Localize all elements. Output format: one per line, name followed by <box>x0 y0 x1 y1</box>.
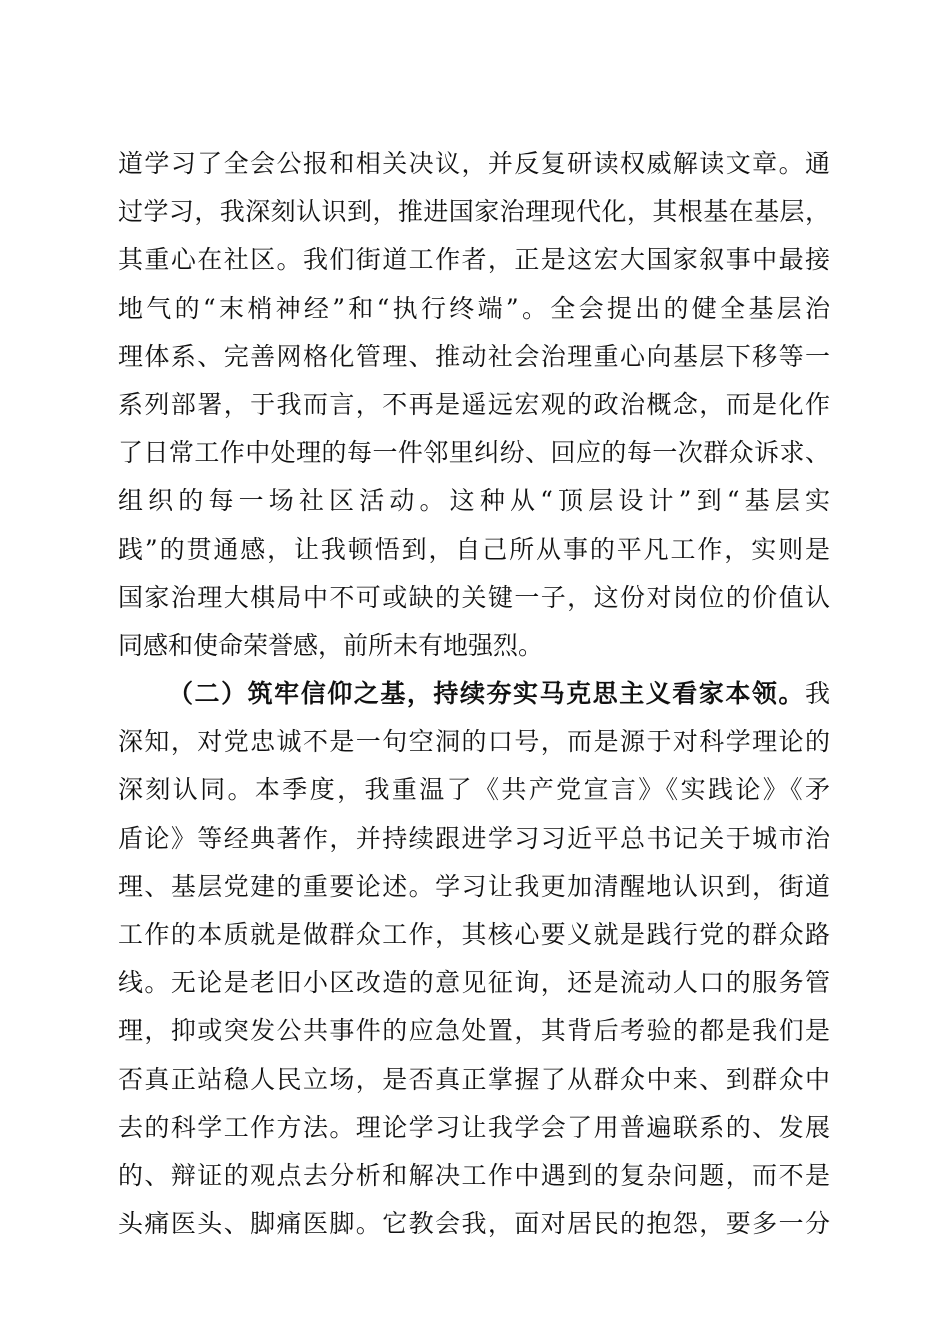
paragraph-line: 理体系、完善网格化管理、推动社会治理重心向基层下移等一 <box>118 341 830 371</box>
paragraph-line: 深刻认同。本季度，我重温了《共产党宣言》《实践论》《矛 <box>118 775 830 805</box>
section-heading: （二）筑牢信仰之基，持续夯实马克思主义看家本领。 <box>168 679 805 709</box>
paragraph-line: 其重心在社区。我们街道工作者，正是这宏大国家叙事中最接 <box>118 245 830 275</box>
heading-trailing-text: 我 <box>804 679 830 709</box>
paragraph-line: 盾论》等经典著作，并持续跟进学习习近平总书记关于城市治 <box>118 823 830 853</box>
paragraph-line: 的、辩证的观点去分析和解决工作中遇到的复杂问题，而不是 <box>118 1160 830 1190</box>
paragraph-line: 工作的本质就是做群众工作，其核心要义就是践行党的群众路 <box>118 920 830 949</box>
paragraph-line: 践”的贯通感，让我顿悟到，自己所从事的平凡工作，实则是 <box>118 534 830 564</box>
paragraph-line: 组织的每一场社区活动。这种从“顶层设计”到“基层实 <box>118 486 830 516</box>
paragraph-line: 线。无论是老旧小区改造的意见征询，还是流动人口的服务管 <box>118 968 830 998</box>
paragraph-line: 道学习了全会公报和相关决议，并反复研读权威解读文章。通 <box>118 149 830 178</box>
paragraph-line: 过学习，我深刻认识到，推进国家治理现代化，其根基在基层， <box>118 197 830 227</box>
paragraph-line: 头痛医头、脚痛医脚。它教会我，面对居民的抱怨，要多一分 <box>118 1209 830 1239</box>
paragraph-1 <box>118 140 830 670</box>
paragraph-first-line <box>118 670 830 718</box>
document-body <box>118 140 830 1248</box>
paragraph-line: 深知，对党忠诚不是一句空洞的口号，而是源于对科学理论的 <box>118 727 830 757</box>
paragraph-line: 否真正站稳人民立场，是否真正掌握了从群众中来、到群众中 <box>118 1064 830 1094</box>
paragraph-line: 同感和使命荣誉感，前所未有地强烈。 <box>118 630 544 660</box>
paragraph-line: 国家治理大棋局中不可或缺的关键一子，这份对岗位的价值认 <box>118 582 830 612</box>
paragraph-line: 理、基层党建的重要论述。学习让我更加清醒地认识到，街道 <box>118 871 830 901</box>
paragraph-line: 去的科学工作方法。理论学习让我学会了用普遍联系的、发展 <box>118 1112 830 1142</box>
paragraph-line: 系列部署，于我而言，不再是遥远宏观的政治概念，而是化作 <box>118 389 830 419</box>
paragraph-2 <box>118 670 830 1248</box>
paragraph-line: 地气的“末梢神经”和“执行终端”。全会提出的健全基层治 <box>118 293 830 323</box>
paragraph-line: 理，抑或突发公共事件的应急处置，其背后考验的都是我们是 <box>118 1016 830 1046</box>
paragraph-line: 了日常工作中处理的每一件邻里纠纷、回应的每一次群众诉求、 <box>118 438 830 468</box>
